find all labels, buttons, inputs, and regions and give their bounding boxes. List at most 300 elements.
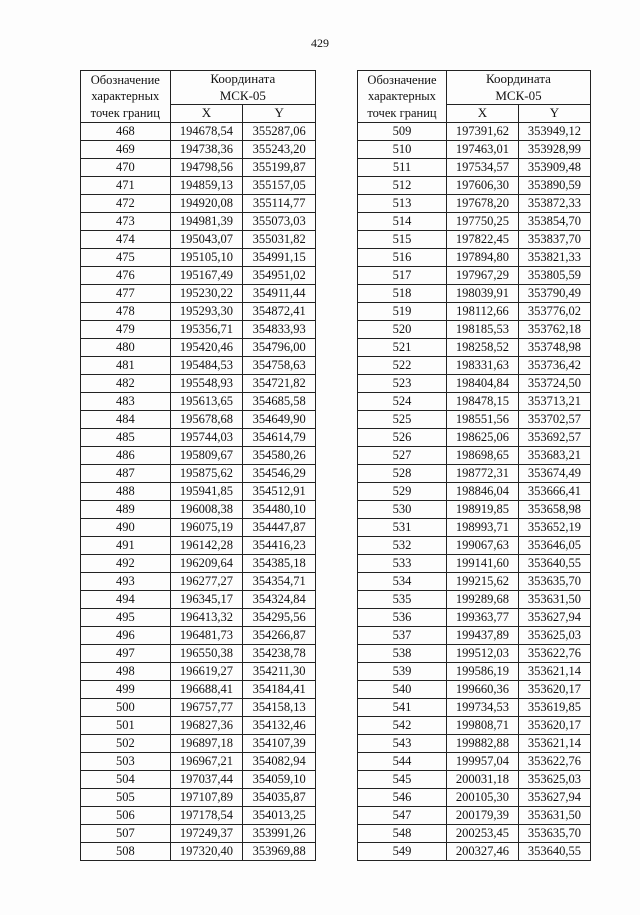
x-coordinate-cell: 194738,36 (170, 141, 243, 159)
point-id-cell: 511 (358, 159, 447, 177)
y-coordinate-cell: 354649,90 (243, 411, 316, 429)
table-row (358, 717, 591, 735)
header-coordinate-line: МСК-05 (495, 87, 542, 103)
x-coordinate-cell: 196897,18 (170, 735, 243, 753)
table-row (81, 141, 316, 159)
x-coordinate-cell: 196075,19 (170, 519, 243, 537)
x-coordinate-cell: 199957,04 (446, 753, 518, 771)
y-coordinate-cell: 353928,99 (518, 141, 590, 159)
header-coordinate (446, 71, 590, 105)
coordinates-table-left (80, 70, 316, 861)
header-x: X (446, 105, 518, 123)
x-coordinate-cell: 197678,20 (446, 195, 518, 213)
x-coordinate-cell: 198625,06 (446, 429, 518, 447)
y-coordinate-cell: 355287,06 (243, 123, 316, 141)
point-id-cell: 502 (81, 735, 171, 753)
y-coordinate-cell: 353658,98 (518, 501, 590, 519)
point-id-cell: 527 (358, 447, 447, 465)
point-id-cell: 476 (81, 267, 171, 285)
y-coordinate-cell: 354295,56 (243, 609, 316, 627)
y-coordinate-cell: 353625,03 (518, 627, 590, 645)
y-coordinate-cell: 353627,94 (518, 789, 590, 807)
header-point-id-line: характерных (91, 89, 160, 104)
table-row (81, 231, 316, 249)
y-coordinate-cell: 353724,50 (518, 375, 590, 393)
y-coordinate-cell: 353683,21 (518, 447, 590, 465)
table-row (358, 141, 591, 159)
table-row (81, 303, 316, 321)
point-id-cell: 490 (81, 519, 171, 537)
y-coordinate-cell: 355157,05 (243, 177, 316, 195)
point-id-cell: 498 (81, 663, 171, 681)
header-x: X (170, 105, 243, 123)
point-id-cell: 508 (81, 843, 171, 861)
point-id-cell: 494 (81, 591, 171, 609)
table-row (358, 465, 591, 483)
y-coordinate-cell: 353652,19 (518, 519, 590, 537)
y-coordinate-cell: 355031,82 (243, 231, 316, 249)
table-row (358, 357, 591, 375)
x-coordinate-cell: 197606,30 (446, 177, 518, 195)
y-coordinate-cell: 353620,17 (518, 717, 590, 735)
table-row (358, 681, 591, 699)
point-id-cell: 491 (81, 537, 171, 555)
table-row (81, 483, 316, 501)
table-row (81, 717, 316, 735)
y-coordinate-cell: 354385,18 (243, 555, 316, 573)
point-id-cell: 535 (358, 591, 447, 609)
x-coordinate-cell: 195744,03 (170, 429, 243, 447)
x-coordinate-cell: 198331,63 (446, 357, 518, 375)
y-coordinate-cell: 354416,23 (243, 537, 316, 555)
x-coordinate-cell: 196827,36 (170, 717, 243, 735)
y-coordinate-cell: 353631,50 (518, 807, 590, 825)
table-row (81, 843, 316, 861)
x-coordinate-cell: 194920,08 (170, 195, 243, 213)
y-coordinate-cell: 353635,70 (518, 825, 590, 843)
header-point-id-line: характерных (367, 89, 436, 104)
point-id-cell: 474 (81, 231, 171, 249)
x-coordinate-cell: 195875,62 (170, 465, 243, 483)
point-id-cell: 529 (358, 483, 447, 501)
y-coordinate-cell: 353872,33 (518, 195, 590, 213)
table-row (81, 789, 316, 807)
header-point-id (81, 71, 171, 123)
y-coordinate-cell: 353736,42 (518, 357, 590, 375)
point-id-cell: 513 (358, 195, 447, 213)
y-coordinate-cell: 353674,49 (518, 465, 590, 483)
point-id-cell: 473 (81, 213, 171, 231)
y-coordinate-cell: 354013,25 (243, 807, 316, 825)
y-coordinate-cell: 353635,70 (518, 573, 590, 591)
y-coordinate-cell: 354324,84 (243, 591, 316, 609)
x-coordinate-cell: 195678,68 (170, 411, 243, 429)
table-row (358, 735, 591, 753)
x-coordinate-cell: 194981,39 (170, 213, 243, 231)
x-coordinate-cell: 199512,03 (446, 645, 518, 663)
header-coordinate (170, 71, 315, 105)
table-row (81, 681, 316, 699)
point-id-cell: 528 (358, 465, 447, 483)
point-id-cell: 530 (358, 501, 447, 519)
y-coordinate-cell: 353821,33 (518, 249, 590, 267)
x-coordinate-cell: 198112,66 (446, 303, 518, 321)
x-coordinate-cell: 196550,38 (170, 645, 243, 663)
x-coordinate-cell: 195809,67 (170, 447, 243, 465)
x-coordinate-cell: 196008,38 (170, 501, 243, 519)
point-id-cell: 477 (81, 285, 171, 303)
table-row (81, 663, 316, 681)
x-coordinate-cell: 196413,32 (170, 609, 243, 627)
point-id-cell: 525 (358, 411, 447, 429)
x-coordinate-cell: 196967,21 (170, 753, 243, 771)
y-coordinate-cell: 354614,79 (243, 429, 316, 447)
point-id-cell: 503 (81, 753, 171, 771)
table-row (81, 627, 316, 645)
point-id-cell: 536 (358, 609, 447, 627)
point-id-cell: 501 (81, 717, 171, 735)
point-id-cell: 478 (81, 303, 171, 321)
point-id-cell: 507 (81, 825, 171, 843)
point-id-cell: 488 (81, 483, 171, 501)
table-row (81, 249, 316, 267)
table-row (81, 321, 316, 339)
x-coordinate-cell: 197534,57 (446, 159, 518, 177)
table-row (358, 375, 591, 393)
point-id-cell: 509 (358, 123, 447, 141)
table-row (81, 465, 316, 483)
header-y: Y (243, 105, 316, 123)
y-coordinate-cell: 354685,58 (243, 393, 316, 411)
y-coordinate-cell: 354833,93 (243, 321, 316, 339)
header-y: Y (518, 105, 590, 123)
x-coordinate-cell: 199437,89 (446, 627, 518, 645)
x-coordinate-cell: 196757,77 (170, 699, 243, 717)
x-coordinate-cell: 194798,56 (170, 159, 243, 177)
y-coordinate-cell: 353646,05 (518, 537, 590, 555)
y-coordinate-cell: 354354,71 (243, 573, 316, 591)
point-id-cell: 517 (358, 267, 447, 285)
point-id-cell: 486 (81, 447, 171, 465)
table-row (358, 825, 591, 843)
table-row (81, 573, 316, 591)
table-row (81, 411, 316, 429)
table-row (81, 519, 316, 537)
table-row (358, 321, 591, 339)
point-id-cell: 468 (81, 123, 171, 141)
table-row (81, 735, 316, 753)
point-id-cell: 510 (358, 141, 447, 159)
y-coordinate-cell: 354158,13 (243, 699, 316, 717)
y-coordinate-cell: 353890,59 (518, 177, 590, 195)
table-row (358, 483, 591, 501)
point-id-cell: 500 (81, 699, 171, 717)
point-id-cell: 485 (81, 429, 171, 447)
table-row (81, 375, 316, 393)
point-id-cell: 512 (358, 177, 447, 195)
y-coordinate-cell: 353692,57 (518, 429, 590, 447)
table-row (358, 195, 591, 213)
table-row (358, 789, 591, 807)
point-id-cell: 489 (81, 501, 171, 519)
table-row (81, 357, 316, 375)
header-point-id-line: точек границ (367, 105, 437, 120)
table-row (81, 825, 316, 843)
table-row (81, 195, 316, 213)
header-coordinate-line: Координата (486, 71, 551, 86)
x-coordinate-cell: 197107,89 (170, 789, 243, 807)
point-id-cell: 496 (81, 627, 171, 645)
point-id-cell: 542 (358, 717, 447, 735)
point-id-cell: 493 (81, 573, 171, 591)
y-coordinate-cell: 354238,78 (243, 645, 316, 663)
x-coordinate-cell: 198478,15 (446, 393, 518, 411)
x-coordinate-cell: 195548,93 (170, 375, 243, 393)
point-id-cell: 541 (358, 699, 447, 717)
y-coordinate-cell: 353854,70 (518, 213, 590, 231)
point-id-cell: 480 (81, 339, 171, 357)
table-row (81, 447, 316, 465)
point-id-cell: 514 (358, 213, 447, 231)
x-coordinate-cell: 198258,52 (446, 339, 518, 357)
y-coordinate-cell: 354580,26 (243, 447, 316, 465)
y-coordinate-cell: 353625,03 (518, 771, 590, 789)
header-point-id-line: точек границ (90, 105, 160, 120)
x-coordinate-cell: 199734,53 (446, 699, 518, 717)
y-coordinate-cell: 354266,87 (243, 627, 316, 645)
header-coordinate-line: МСК-05 (219, 87, 266, 103)
x-coordinate-cell: 200179,39 (446, 807, 518, 825)
x-coordinate-cell: 195293,30 (170, 303, 243, 321)
x-coordinate-cell: 198551,56 (446, 411, 518, 429)
point-id-cell: 484 (81, 411, 171, 429)
table-row (358, 573, 591, 591)
table-row (358, 411, 591, 429)
x-coordinate-cell: 197822,45 (446, 231, 518, 249)
point-id-cell: 533 (358, 555, 447, 573)
point-id-cell: 539 (358, 663, 447, 681)
table-row (358, 159, 591, 177)
point-id-cell: 545 (358, 771, 447, 789)
y-coordinate-cell: 355199,87 (243, 159, 316, 177)
point-id-cell: 549 (358, 843, 447, 861)
table-row (358, 231, 591, 249)
table-row (81, 771, 316, 789)
table-row (81, 753, 316, 771)
point-id-cell: 487 (81, 465, 171, 483)
table-row (358, 501, 591, 519)
table-row (358, 213, 591, 231)
y-coordinate-cell: 354758,63 (243, 357, 316, 375)
x-coordinate-cell: 195941,85 (170, 483, 243, 501)
point-id-cell: 544 (358, 753, 447, 771)
header-point-id-line: Обозначение (367, 72, 437, 87)
x-coordinate-cell: 199586,19 (446, 663, 518, 681)
x-coordinate-cell: 198919,85 (446, 501, 518, 519)
y-coordinate-cell: 354107,39 (243, 735, 316, 753)
x-coordinate-cell: 196345,17 (170, 591, 243, 609)
x-coordinate-cell: 195230,22 (170, 285, 243, 303)
point-id-cell: 492 (81, 555, 171, 573)
y-coordinate-cell: 354991,15 (243, 249, 316, 267)
y-coordinate-cell: 353805,59 (518, 267, 590, 285)
point-id-cell: 520 (358, 321, 447, 339)
y-coordinate-cell: 354211,30 (243, 663, 316, 681)
y-coordinate-cell: 354480,10 (243, 501, 316, 519)
y-coordinate-cell: 353762,18 (518, 321, 590, 339)
table-row (358, 339, 591, 357)
y-coordinate-cell: 353621,14 (518, 735, 590, 753)
y-coordinate-cell: 353666,41 (518, 483, 590, 501)
x-coordinate-cell: 198185,53 (446, 321, 518, 339)
y-coordinate-cell: 354184,41 (243, 681, 316, 699)
table-body-left (81, 123, 316, 861)
table-row (81, 159, 316, 177)
table-row (81, 555, 316, 573)
point-id-cell: 523 (358, 375, 447, 393)
table-row (81, 177, 316, 195)
x-coordinate-cell: 200105,30 (446, 789, 518, 807)
y-coordinate-cell: 355073,03 (243, 213, 316, 231)
table-row (81, 699, 316, 717)
point-id-cell: 532 (358, 537, 447, 555)
x-coordinate-cell: 196142,28 (170, 537, 243, 555)
x-coordinate-cell: 200031,18 (446, 771, 518, 789)
table-row (358, 537, 591, 555)
point-id-cell: 521 (358, 339, 447, 357)
y-coordinate-cell: 353627,94 (518, 609, 590, 627)
point-id-cell: 470 (81, 159, 171, 177)
x-coordinate-cell: 197894,80 (446, 249, 518, 267)
x-coordinate-cell: 200327,46 (446, 843, 518, 861)
header-coordinate-line: Координата (210, 71, 276, 86)
x-coordinate-cell: 195356,71 (170, 321, 243, 339)
page-number: 429 (311, 36, 329, 50)
x-coordinate-cell: 196277,27 (170, 573, 243, 591)
point-id-cell: 472 (81, 195, 171, 213)
y-coordinate-cell: 354911,44 (243, 285, 316, 303)
table-row (358, 123, 591, 141)
table-row (81, 537, 316, 555)
x-coordinate-cell: 200253,45 (446, 825, 518, 843)
point-id-cell: 524 (358, 393, 447, 411)
y-coordinate-cell: 354546,29 (243, 465, 316, 483)
y-coordinate-cell: 354721,82 (243, 375, 316, 393)
point-id-cell: 479 (81, 321, 171, 339)
coordinates-table-right (357, 70, 591, 861)
x-coordinate-cell: 199363,77 (446, 609, 518, 627)
point-id-cell: 504 (81, 771, 171, 789)
header-point-id (358, 71, 447, 123)
table-row (358, 663, 591, 681)
table-row (81, 501, 316, 519)
x-coordinate-cell: 197750,25 (446, 213, 518, 231)
x-coordinate-cell: 195105,10 (170, 249, 243, 267)
point-id-cell: 537 (358, 627, 447, 645)
y-coordinate-cell: 354059,10 (243, 771, 316, 789)
table-row (358, 267, 591, 285)
x-coordinate-cell: 196209,64 (170, 555, 243, 573)
table-row (358, 771, 591, 789)
y-coordinate-cell: 353702,57 (518, 411, 590, 429)
x-coordinate-cell: 196619,27 (170, 663, 243, 681)
y-coordinate-cell: 354132,46 (243, 717, 316, 735)
x-coordinate-cell: 195420,46 (170, 339, 243, 357)
y-coordinate-cell: 353837,70 (518, 231, 590, 249)
point-id-cell: 518 (358, 285, 447, 303)
table-row (358, 843, 591, 861)
table-row (81, 429, 316, 447)
table-row (81, 339, 316, 357)
table-row (81, 285, 316, 303)
point-id-cell: 543 (358, 735, 447, 753)
table-row (358, 303, 591, 321)
point-id-cell: 475 (81, 249, 171, 267)
x-coordinate-cell: 199141,60 (446, 555, 518, 573)
x-coordinate-cell: 196481,73 (170, 627, 243, 645)
table-row (358, 519, 591, 537)
table-row (358, 285, 591, 303)
point-id-cell: 526 (358, 429, 447, 447)
x-coordinate-cell: 199215,62 (446, 573, 518, 591)
x-coordinate-cell: 197320,40 (170, 843, 243, 861)
point-id-cell: 469 (81, 141, 171, 159)
y-coordinate-cell: 353619,85 (518, 699, 590, 717)
table-row (358, 807, 591, 825)
y-coordinate-cell: 355114,77 (243, 195, 316, 213)
y-coordinate-cell: 353622,76 (518, 645, 590, 663)
point-id-cell: 482 (81, 375, 171, 393)
x-coordinate-cell: 195484,53 (170, 357, 243, 375)
table-row (358, 249, 591, 267)
x-coordinate-cell: 199808,71 (446, 717, 518, 735)
point-id-cell: 540 (358, 681, 447, 699)
y-coordinate-cell: 353620,17 (518, 681, 590, 699)
table-row (358, 177, 591, 195)
y-coordinate-cell: 354796,00 (243, 339, 316, 357)
point-id-cell: 471 (81, 177, 171, 195)
y-coordinate-cell: 353909,48 (518, 159, 590, 177)
x-coordinate-cell: 194859,13 (170, 177, 243, 195)
y-coordinate-cell: 353748,98 (518, 339, 590, 357)
y-coordinate-cell: 353790,49 (518, 285, 590, 303)
x-coordinate-cell: 198993,71 (446, 519, 518, 537)
x-coordinate-cell: 197249,37 (170, 825, 243, 843)
table-row (358, 699, 591, 717)
x-coordinate-cell: 197463,01 (446, 141, 518, 159)
x-coordinate-cell: 195167,49 (170, 267, 243, 285)
x-coordinate-cell: 196688,41 (170, 681, 243, 699)
y-coordinate-cell: 355243,20 (243, 141, 316, 159)
table-row (81, 807, 316, 825)
x-coordinate-cell: 197178,54 (170, 807, 243, 825)
x-coordinate-cell: 199067,63 (446, 537, 518, 555)
table-row (81, 591, 316, 609)
table-body-right (358, 123, 591, 861)
point-id-cell: 506 (81, 807, 171, 825)
point-id-cell: 519 (358, 303, 447, 321)
table-row (358, 645, 591, 663)
x-coordinate-cell: 195613,65 (170, 393, 243, 411)
y-coordinate-cell: 353622,76 (518, 753, 590, 771)
point-id-cell: 499 (81, 681, 171, 699)
y-coordinate-cell: 353776,02 (518, 303, 590, 321)
point-id-cell: 495 (81, 609, 171, 627)
point-id-cell: 547 (358, 807, 447, 825)
point-id-cell: 505 (81, 789, 171, 807)
y-coordinate-cell: 353640,55 (518, 555, 590, 573)
y-coordinate-cell: 353621,14 (518, 663, 590, 681)
